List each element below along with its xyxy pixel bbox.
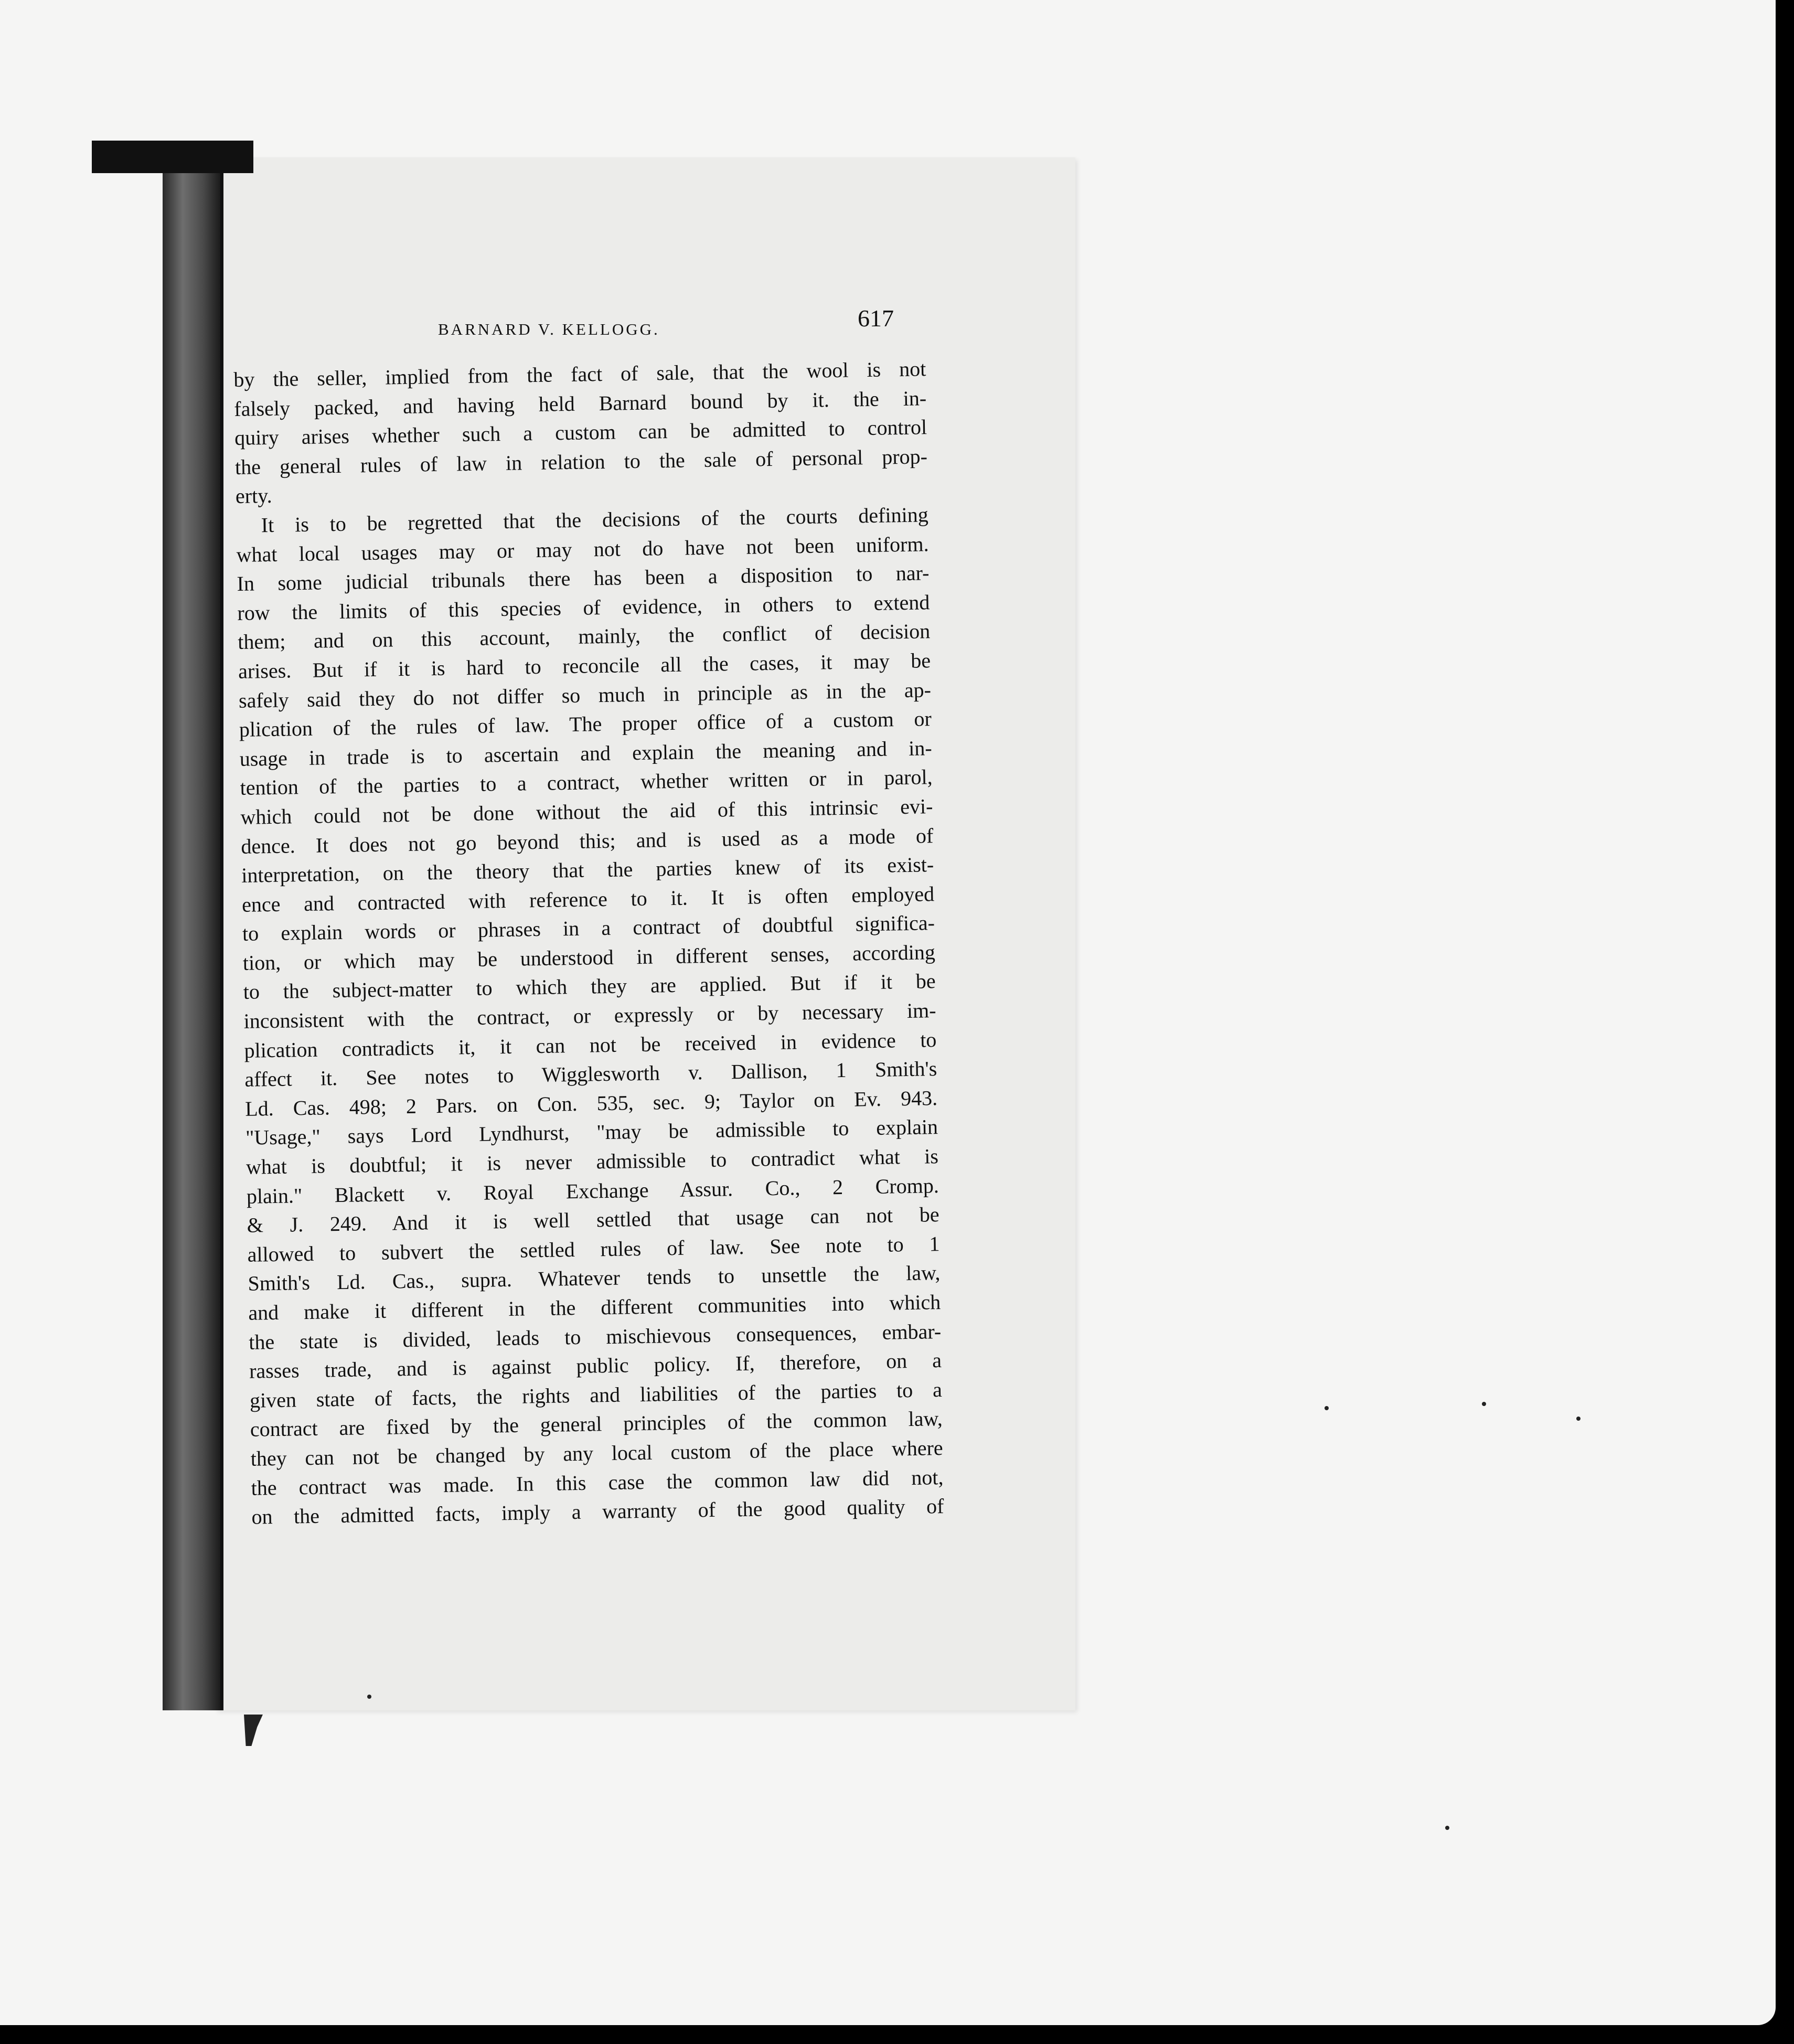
text-line: It is to be regretted that the decisions of the courts defining (261, 503, 928, 537)
text-line: given state of facts, the rights and liabilities of the parties to a (249, 1377, 943, 1412)
text-line: which could not be done without the aid of this intrinsic evi- (240, 794, 933, 829)
text-line: ence and contracted with reference to it. It is often employed (241, 881, 935, 917)
text-line: falsely packed, and having held Barnard bound by it. the in- (233, 386, 927, 421)
text-line: row the limits of this species of evidence, in others to extend (237, 590, 930, 625)
text-line: they can not be changed by any local custom of the place where (250, 1435, 943, 1471)
text-line: "Usage," says Lord Lyndhurst, "may be admissible to explain (245, 1115, 938, 1150)
text-line: inconsistent with the contract, or expressly or by necessary im- (243, 998, 936, 1033)
text-line: arises. But if it is hard to reconcile all the cases, it may be (238, 648, 931, 683)
text-line: tention of the parties to a contract, whether written or in parol, (240, 765, 933, 800)
text-line: safely said they do not differ so much in principle as in the ap- (238, 677, 932, 712)
text-line: to the subject-matter to which they are applied. But if it be (243, 969, 936, 1004)
text-line: contract are fixed by the general principles of the common law, (250, 1407, 943, 1442)
text-line: plication of the rules of law. The proper office of a custom or (239, 707, 932, 742)
text-line: tion, or which may be understood in different senses, according (242, 940, 936, 975)
text-line: affect it. See notes to Wigglesworth v. Dallison, 1 Smith's (244, 1057, 937, 1092)
book-spine (163, 173, 223, 1710)
text-line: by the seller, implied from the fact of sale, that the wool is not (233, 357, 926, 391)
binding-foot (244, 1715, 263, 1746)
text-line: the state is divided, leads to mischievous consequences, embar- (248, 1319, 942, 1354)
text-line: rasses trade, and is against public policy. If, therefore, on a (249, 1348, 942, 1383)
binding-clip (92, 141, 253, 173)
text-line: on the admitted facts, imply a warranty of the good quality of (251, 1494, 944, 1529)
text-line: what local usages may or may not do have not been uniform. (236, 531, 929, 567)
text-line: plication contradicts it, it can not be received in evidence to (244, 1027, 937, 1062)
text-line: usage in trade is to ascertain and explain the meaning and in- (239, 736, 932, 771)
text-line: them; and on this account, mainly, the conflict of decision (237, 619, 931, 654)
text-line: plain." Blackett v. Royal Exchange Assur. Co., 2 Cromp. (246, 1173, 939, 1208)
text-line: and make it different in the different communities into which (248, 1290, 941, 1325)
page-number: 617 (858, 305, 894, 332)
text-line: Ld. Cas. 498; 2 Pars. on Con. 535, sec. 9; Taylor on Ev. 943. (244, 1085, 938, 1121)
text-line: & J. 249. And it is well settled that usage can not be (247, 1202, 939, 1238)
text-line: what is doubtful; it is never admissible to contradict what is (245, 1144, 939, 1179)
text-line: In some judicial tribunals there has been a disposition to nar- (237, 561, 930, 596)
text-line: the general rules of law in relation to the sale of personal prop- (234, 444, 928, 479)
text-line: dence. It does not go beyond this; and is used as a mode of (241, 823, 934, 858)
running-header: BARNARD V. KELLOGG. (438, 320, 660, 338)
text-line: Smith's Ld. Cas., supra. Whatever tends to unsettle the law, (248, 1261, 941, 1296)
text-line: to explain words or phrases in a contract of doubtful significa- (242, 911, 935, 946)
text-line: erty. (235, 484, 272, 508)
page-body-text (233, 354, 944, 1531)
text-line: allowed to subvert the settled rules of law. See note to 1 (247, 1231, 940, 1266)
text-line: interpretation, on the theory that the parties knew of its exist- (241, 853, 934, 887)
text-line: the contract was made. In this case the common law did not, (251, 1465, 944, 1500)
text-line: quiry arises whether such a custom can be admitted to control (234, 415, 927, 450)
